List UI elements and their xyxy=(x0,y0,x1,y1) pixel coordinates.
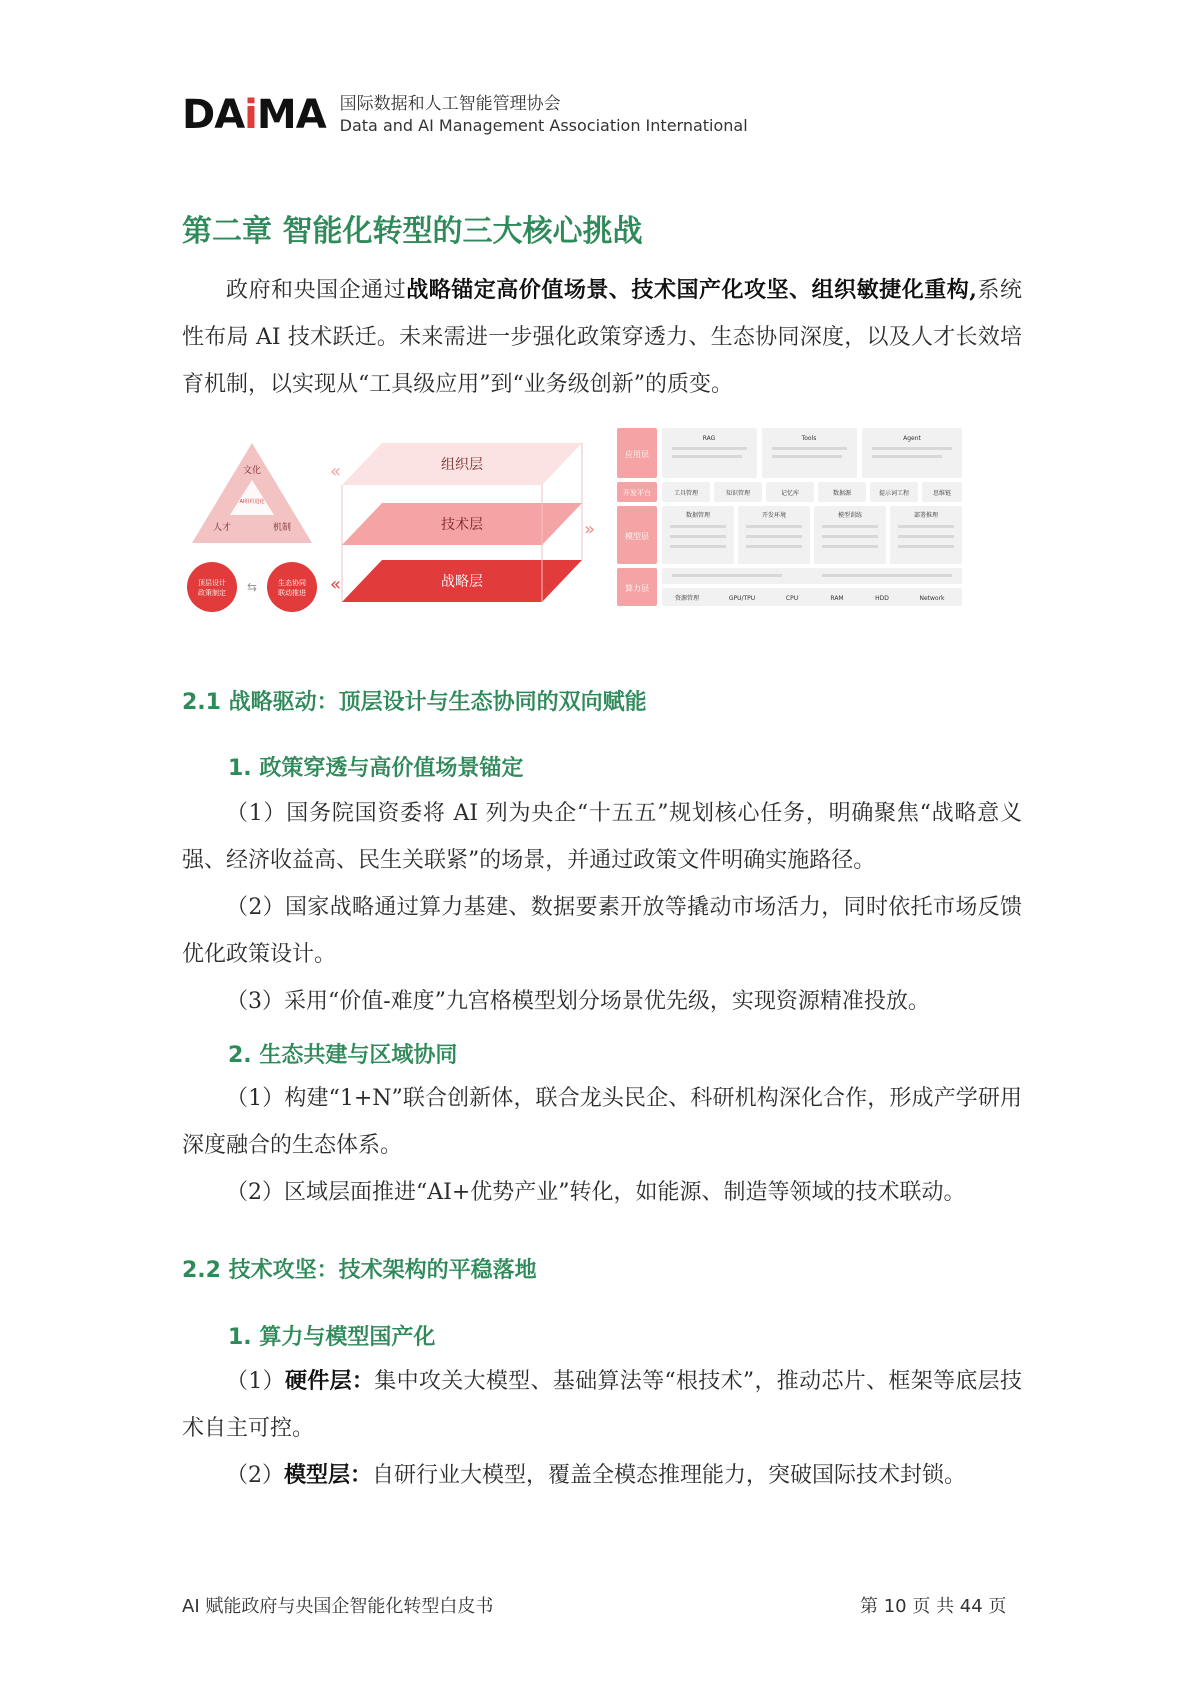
svg-text:开发平台: 开发平台 xyxy=(623,489,651,497)
org-name-cn: 国际数据和人工智能管理协会 xyxy=(339,94,561,114)
svg-text:模型层: 模型层 xyxy=(625,532,649,541)
svg-text:记忆库: 记忆库 xyxy=(780,490,800,497)
intro-paragraph: 政府和央国企通过战略锚定高价值场景、技术国产化攻坚、组织敏捷化重构,系统性布局 AI 技术跃迁。未来需进一步强化政策穿透力、生态协同深度，以及人才长效培育机制，以实现从“工具级应用”到“业务级创新”的质变。 xyxy=(182,277,1022,397)
framework-diagram xyxy=(182,425,1022,620)
layer-label-strategy: 战略层 xyxy=(441,574,483,590)
org-name xyxy=(340,93,748,137)
circle-top-design xyxy=(187,562,237,612)
svg-text:政策制定: 政策制定 xyxy=(198,589,226,597)
svg-text:CPU: CPU xyxy=(785,595,799,602)
layer-label-org: 组织层 xyxy=(441,457,483,473)
svg-text:思维链: 思维链 xyxy=(932,490,952,497)
svg-text:RAG: RAG xyxy=(702,435,716,442)
pyramid-top-label: 文化 xyxy=(242,466,262,476)
pyramid-right-label: 机制 xyxy=(272,523,292,533)
s21-p1: （1）国务院国资委将 AI 列为央企“十五五”规划核心任务，明确聚焦“战略意义强、经济收益高、民生关联紧”的场景，并通过政策文件明确实施路径。 xyxy=(182,801,1022,873)
svg-text:模型训练: 模型训练 xyxy=(837,512,863,519)
svg-text:部署推理: 部署推理 xyxy=(913,512,939,519)
s21-heading-2: 2. 生态共建与区域协同 xyxy=(228,1043,458,1068)
layer-label-tech: 技术层 xyxy=(441,517,483,533)
circle-right-label: 生态协同 xyxy=(278,579,306,587)
svg-text:数据管理: 数据管理 xyxy=(685,512,711,519)
chevron-left-icon: « xyxy=(330,574,342,595)
svg-text:工具管理: 工具管理 xyxy=(673,490,699,497)
pyramid-center-label: AI组织进化 xyxy=(239,499,265,505)
footer-title: AI 赋能政府与央国企智能化转型白皮书 xyxy=(182,1596,494,1617)
circle-ecosystem xyxy=(267,562,317,612)
svg-text:Tools: Tools xyxy=(801,435,817,442)
chevron-right-icon: » xyxy=(584,519,596,540)
svg-text:RAM: RAM xyxy=(830,595,844,602)
pyramid-left-label: 人才 xyxy=(212,523,232,533)
svg-text:Network: Network xyxy=(919,595,945,602)
svg-text:提示词工程: 提示词工程 xyxy=(878,490,910,497)
s21-p2: （2）国家战略通过算力基建、数据要素开放等撬动市场活力，同时依托市场反馈优化政策设计。 xyxy=(182,895,1022,967)
header xyxy=(182,90,748,140)
architecture-panel xyxy=(617,428,962,606)
org-name-en: Data and AI Management Association International xyxy=(339,116,748,135)
section-2-1-title: 2.1 战略驱动：顶层设计与生态协同的双向赋能 xyxy=(182,690,647,715)
svg-text:数据源: 数据源 xyxy=(832,490,852,497)
svg-text:算力层: 算力层 xyxy=(625,584,649,593)
svg-text:联动推进: 联动推进 xyxy=(278,589,306,597)
footer-page-number: 第 10 页 共 44 页 xyxy=(860,1596,1007,1617)
circle-left-label: 顶层设计 xyxy=(198,579,226,587)
s21-heading-1: 1. 政策穿透与高价值场景锚定 xyxy=(228,756,524,781)
s21-p5: （2）区域层面推进“AI+优势产业”转化，如能源、制造等领域的技术联动。 xyxy=(226,1180,966,1205)
daima-logo: DA i MA xyxy=(182,92,326,138)
svg-text:HDD: HDD xyxy=(875,595,889,602)
framework-figure xyxy=(182,425,1022,620)
s21-p3: （3）采用“价值-难度”九宫格模型划分场景优先级，实现资源精准投放。 xyxy=(226,989,930,1014)
chapter-title: 第二章 智能化转型的三大核心挑战 xyxy=(182,214,643,249)
s22-p1: （1）硬件层：集中攻关大模型、基础算法等“根技术”，推动芯片、框架等底层技术自主可控。 xyxy=(182,1368,1022,1441)
svg-text:开发环境: 开发环境 xyxy=(761,512,787,519)
exchange-icon: ⇆ xyxy=(246,580,258,594)
s22-p2: （2）模型层：自研行业大模型，覆盖全模态推理能力，突破国际技术封锁。 xyxy=(226,1462,967,1488)
svg-text:Agent: Agent xyxy=(903,435,921,442)
s21-p4: （1）构建“1+N”联合创新体，联合龙头民企、科研机构深化合作，形成产学研用深度融合的生态体系。 xyxy=(182,1086,1022,1158)
section-2-2-title: 2.2 技术攻坚：技术架构的平稳落地 xyxy=(182,1258,537,1283)
svg-text:GPU/TPU: GPU/TPU xyxy=(728,595,756,602)
svg-text:知识管理: 知识管理 xyxy=(725,490,751,497)
svg-text:应用层: 应用层 xyxy=(625,450,649,459)
s22-heading-1: 1. 算力与模型国产化 xyxy=(228,1325,436,1350)
chevron-left-icon: « xyxy=(330,461,342,482)
svg-text:资源管理: 资源管理 xyxy=(674,595,700,602)
